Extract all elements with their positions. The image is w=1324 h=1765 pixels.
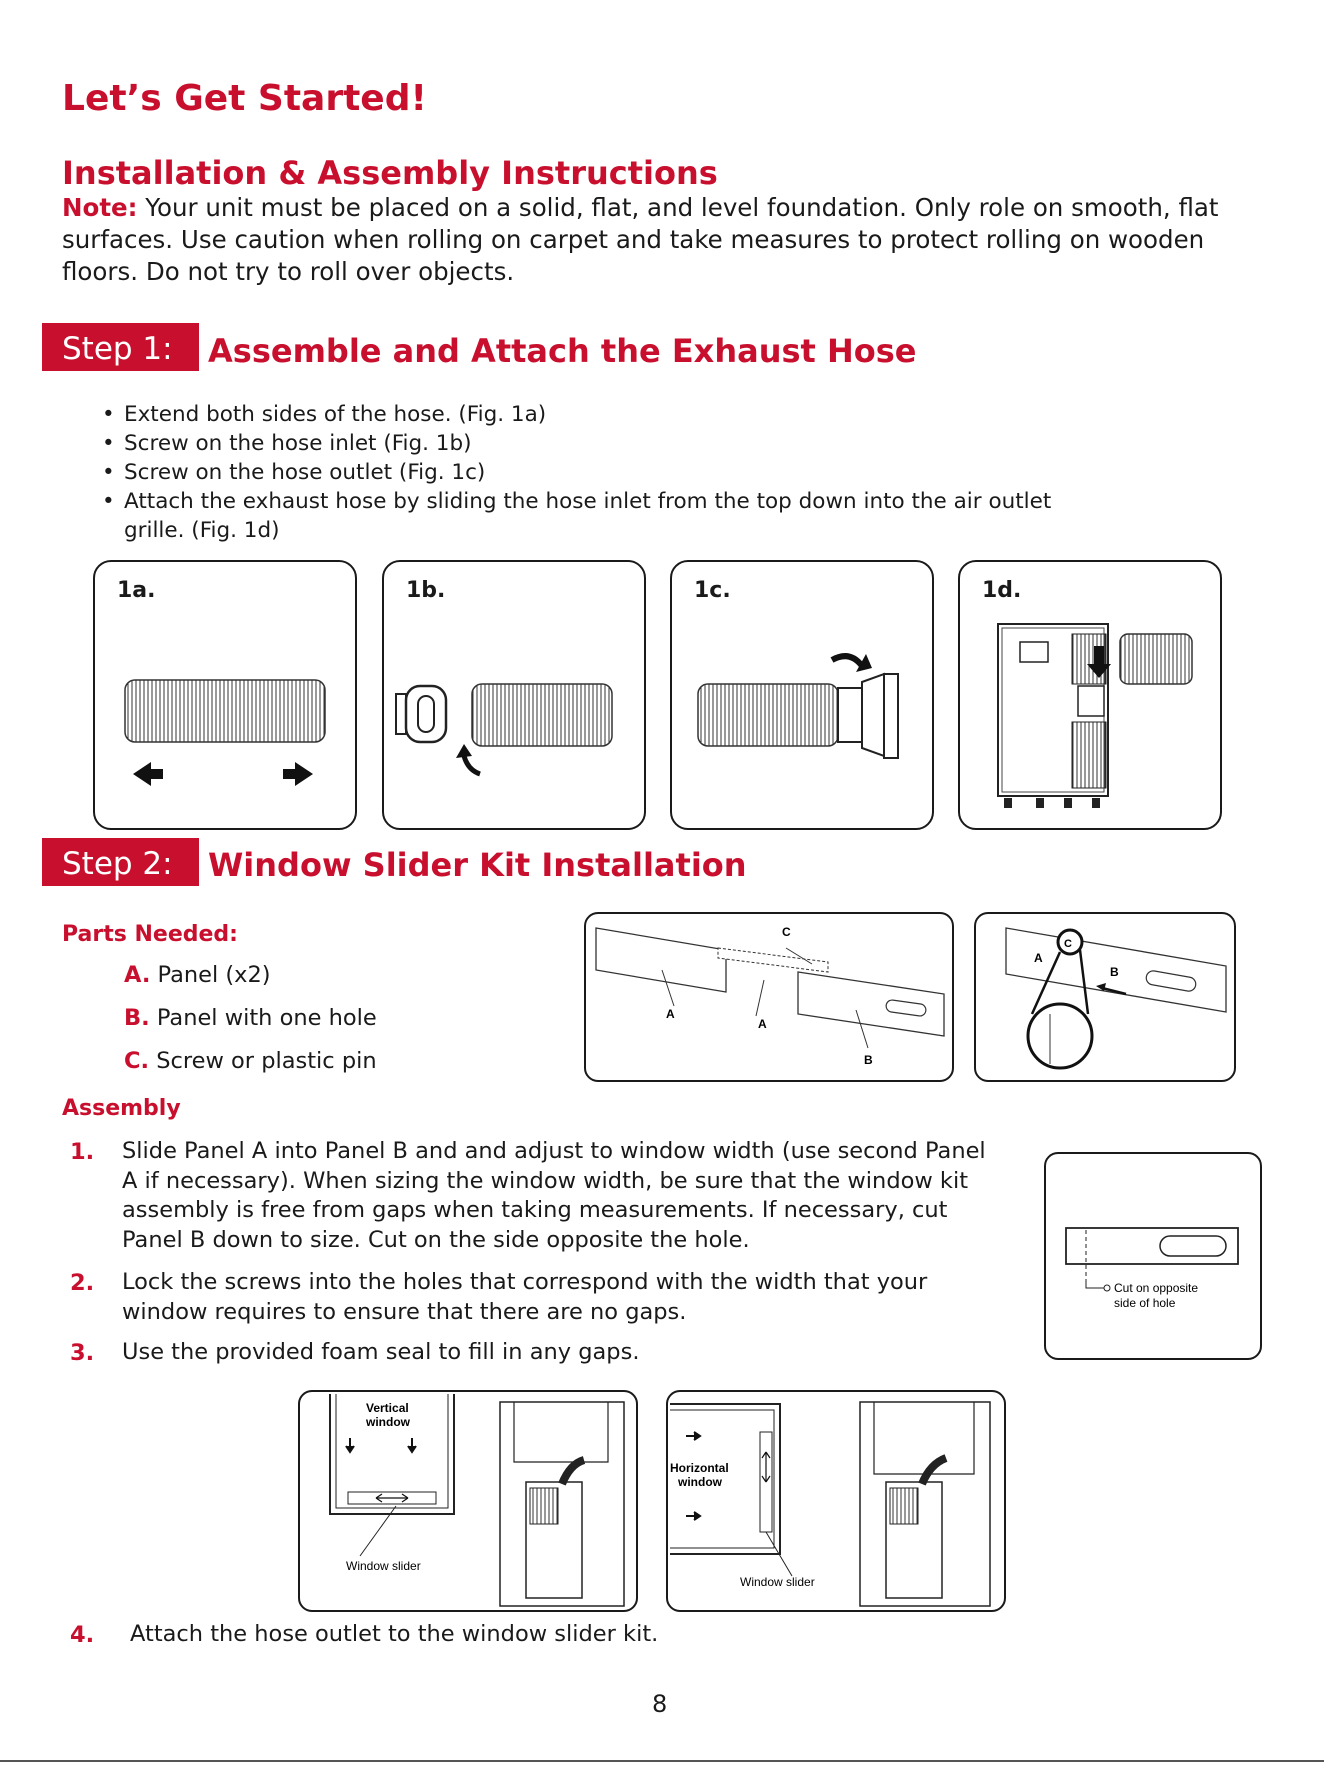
figure-1a	[93, 560, 357, 830]
cut-note-diagram	[1044, 1152, 1262, 1360]
figure-label: 1a.	[117, 578, 156, 603]
figure-1b	[382, 560, 646, 830]
list-item: • Screw on the hose outlet (Fig. 1c)	[100, 458, 1100, 487]
cut-note-line1: Cut on opposite	[1114, 1281, 1199, 1295]
hose-inlet-illustration	[384, 562, 648, 832]
assembly-step-3: Use the provided foam seal to fill in any gaps.	[122, 1339, 640, 1365]
part-b	[124, 1005, 377, 1031]
page-bottom-rule	[0, 1760, 1324, 1762]
step-number: 3.	[70, 1340, 95, 1366]
arrow-right-icon	[283, 762, 313, 786]
part-letter: A.	[124, 962, 151, 988]
horizontal-label-line2: window	[678, 1475, 722, 1489]
assembly-step-2: Lock the screws into the holes that correspond with the width that your window requires to ensure that there are no gaps.	[122, 1269, 928, 1325]
cut-panel-illustration	[1046, 1154, 1264, 1362]
figure-label: 1d.	[982, 578, 1022, 603]
figure-1c	[670, 560, 934, 830]
step-number: 4.	[70, 1622, 95, 1648]
label-a: A	[666, 1007, 675, 1021]
list-item: • Attach the exhaust hose by sliding the hose inlet from the top down into the air outlet grille. (Fig. 1d)	[100, 487, 1100, 545]
vertical-label-line2: window	[366, 1415, 410, 1429]
label-b: B	[1110, 965, 1119, 979]
part-letter: B.	[124, 1005, 150, 1031]
label-c: C	[782, 925, 791, 939]
note-paragraph	[62, 192, 1262, 288]
assembly-heading: Assembly	[62, 1096, 181, 1121]
part-text: Panel (x2)	[150, 962, 271, 988]
step-number: 1.	[70, 1139, 95, 1165]
part-letter: C.	[124, 1048, 150, 1074]
horizontal-window-illustration	[668, 1392, 1008, 1614]
step2-title: Window Slider Kit Installation	[208, 846, 747, 884]
step1-tag: Step 1:	[42, 323, 199, 371]
part-text: Screw or plastic pin	[149, 1048, 377, 1074]
horizontal-window-figure	[666, 1390, 1006, 1612]
part-a	[124, 962, 271, 988]
panels-illustration	[586, 914, 956, 1084]
cut-note-line2: side of hole	[1114, 1296, 1176, 1310]
part-c	[124, 1048, 377, 1074]
label-a: A	[1034, 951, 1043, 965]
label-b: B	[864, 1053, 873, 1067]
label-a: A	[758, 1017, 767, 1031]
section-title: Installation & Assembly Instructions	[62, 154, 718, 192]
step1-bullet-list	[100, 400, 1100, 545]
step2-tag: Step 2:	[42, 838, 199, 886]
window-slider-label: Window slider	[346, 1559, 421, 1573]
figure-label: 1c.	[694, 578, 731, 603]
panel-detail-diagram	[974, 912, 1236, 1082]
parts-needed-heading: Parts Needed:	[62, 922, 238, 947]
figure-1d	[958, 560, 1222, 830]
list-item: • Extend both sides of the hose. (Fig. 1a)	[100, 400, 1100, 429]
horizontal-label-line1: Horizontal	[670, 1461, 729, 1475]
hose-extend-illustration	[95, 562, 359, 832]
rotate-arrow-icon	[832, 656, 862, 666]
unit-attach-hose-illustration	[960, 562, 1224, 832]
vertical-window-illustration	[300, 1392, 640, 1614]
page-title: Let’s Get Started!	[62, 78, 427, 119]
step1-title: Assemble and Attach the Exhaust Hose	[208, 332, 917, 370]
note-label: Note:	[62, 193, 138, 222]
vertical-window-figure	[298, 1390, 638, 1612]
part-text: Panel with one hole	[149, 1005, 377, 1031]
rotate-arrow-icon	[464, 756, 480, 774]
panels-diagram	[584, 912, 954, 1082]
label-c: C	[1064, 938, 1072, 950]
step-number: 2.	[70, 1270, 95, 1296]
page-number: 8	[652, 1690, 668, 1718]
vertical-label-line1: Vertical	[366, 1401, 409, 1415]
list-item: • Screw on the hose inlet (Fig. 1b)	[100, 429, 1100, 458]
window-slider-label: Window slider	[740, 1575, 815, 1589]
note-text: Your unit must be placed on a solid, flat, and level foundation. Only role on smooth, flat surfaces. Use caution when rolling on carpet and take measures to protect rolling on wooden floors. Do not try to roll over objects.	[62, 193, 1219, 286]
assembly-step-4: Attach the hose outlet to the window slider kit.	[130, 1621, 659, 1647]
panel-detail-illustration	[976, 914, 1238, 1084]
arrow-left-icon	[133, 762, 163, 786]
hose-outlet-illustration	[672, 562, 936, 832]
figure-label: 1b.	[406, 578, 446, 603]
assembly-step-1: Slide Panel A into Panel B and and adjust to window width (use second Panel A if necessary). When sizing the window width, be sure that the window kit assembly is free from gaps when taking measurements. If necessary, cut Panel B down to size. Cut on the side opposite the hole.	[122, 1138, 986, 1253]
